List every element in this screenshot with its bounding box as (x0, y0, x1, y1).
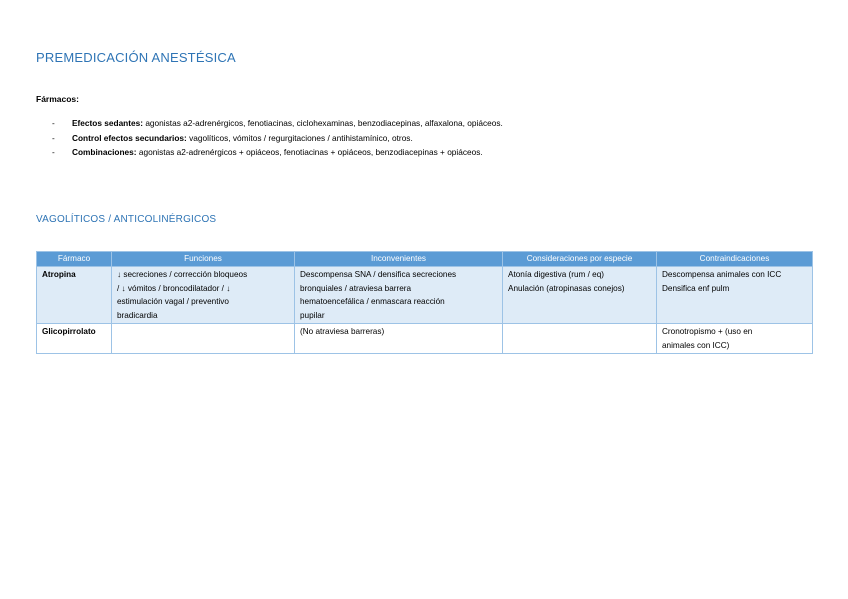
bullet-text: agonistas a2-adrenérgicos, fenotiacinas, ciclohexaminas, benzodiacepinas, alfaxalona, opiáceos. (143, 118, 503, 128)
page-title: PREMEDICACIÓN ANESTÉSICA (36, 50, 236, 65)
header-inconvenientes: Inconvenientes (295, 252, 503, 267)
cell-line: pupilar (300, 310, 325, 320)
cell-line: (No atraviesa barreras) (300, 327, 385, 336)
cell-functions (112, 267, 295, 324)
section-subtitle: VAGOLÍTICOS / ANTICOLINÉRGICOS (36, 214, 217, 225)
cell-drug: Atropina (37, 267, 112, 324)
bullet-term: Efectos sedantes: (72, 118, 144, 128)
cell-line: hematoencefálica / enmascara reacción (300, 297, 445, 306)
bullet-item (52, 145, 503, 160)
cell-line: ↓ secreciones / corrección bloqueos (117, 270, 248, 279)
table-header-row (37, 252, 813, 267)
cell-line: / ↓ vómitos / broncodilatador / ↓ (117, 283, 231, 293)
bullet-dash: - (52, 118, 55, 128)
cell-drug: Glicopirrolato (37, 324, 112, 354)
bullet-term: Control efectos secundarios: (72, 132, 187, 143)
cell-line: animales con ICC) (662, 340, 730, 350)
cell-line: Atonía digestiva (rum / eq) (508, 270, 605, 279)
cell-line: Descompensa SNA / densifica secreciones (300, 270, 457, 279)
cell-line: Cronotropismo + (uso en (662, 327, 753, 336)
header-farmaco: Fármaco (37, 252, 112, 267)
cell-line: Anulación (atropinasas conejos) (508, 283, 625, 293)
cell-line: bronquiales / atraviesa barrera (300, 283, 412, 293)
table-row (37, 267, 813, 324)
cell-drawbacks (295, 267, 503, 324)
drug-bullet-list (52, 116, 503, 160)
cell-contraindications (657, 324, 813, 354)
bullet-item (52, 131, 503, 146)
drugs-label: Fármacos: (36, 94, 79, 104)
cell-drawbacks (295, 324, 503, 354)
bullet-dash: - (52, 147, 55, 157)
cell-species (503, 324, 657, 354)
cell-functions (112, 324, 295, 354)
cell-species (503, 267, 657, 324)
table-row (37, 324, 813, 354)
header-consideraciones: Consideraciones por especie (503, 252, 657, 267)
bullet-text: vagolíticos, vómitos / regurgitaciones / antihistamínico, otros. (186, 132, 413, 143)
bullet-term: Combinaciones: (72, 147, 137, 157)
cell-contraindications (657, 267, 813, 324)
drug-table (36, 251, 813, 354)
cell-line: estimulación vagal / preventivo (117, 297, 229, 306)
bullet-item (52, 116, 503, 131)
cell-line: Descompensa animales con ICC (662, 270, 782, 279)
cell-line: bradicardia (117, 310, 158, 320)
header-funciones: Funciones (112, 252, 295, 267)
header-contraindicaciones: Contraindicaciones (657, 252, 813, 267)
cell-line: Densifica enf pulm (662, 283, 730, 293)
bullet-text: agonistas a2-adrenérgicos + opiáceos, fenotiacinas + opiáceos, benzodiacepinas + opiáceos. (136, 147, 483, 157)
bullet-dash: - (52, 132, 55, 143)
